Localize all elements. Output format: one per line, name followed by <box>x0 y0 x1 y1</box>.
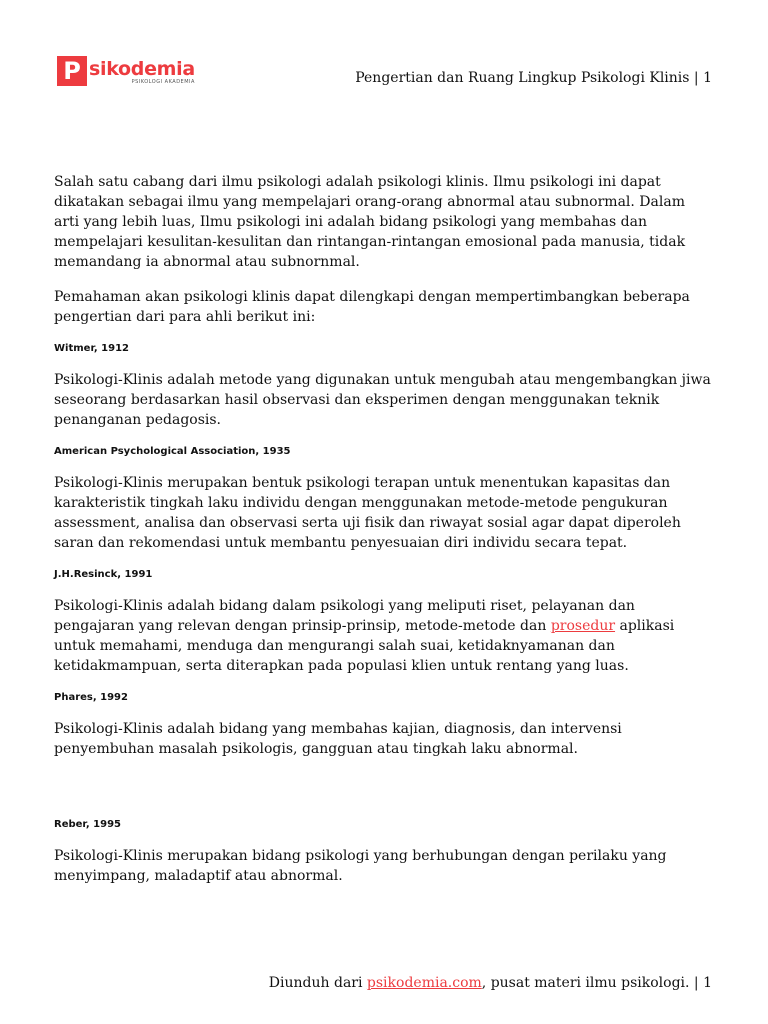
logo-tagline: PSIKOLOGI AKADEMIA <box>131 79 195 85</box>
prosedur-link[interactable]: prosedur <box>550 618 616 634</box>
source-heading-phares: Phares, 1992 <box>54 692 128 703</box>
source-heading-apa: American Psychological Association, 1935 <box>54 446 291 457</box>
footer-site-link[interactable]: psikodemia.com <box>366 975 482 991</box>
intro-paragraph-2: Pemahaman akan psikologi klinis dapat dilengkapi dengan mempertimbangkan beberapa pengertian dari para ahli berikut ini: <box>54 289 690 325</box>
footer-prefix: Diunduh dari <box>268 975 367 991</box>
source-heading-witmer: Witmer, 1912 <box>54 343 130 354</box>
document-body <box>54 172 714 901</box>
logo-text <box>89 56 195 85</box>
psikodemia-logo[interactable] <box>57 56 195 86</box>
source-heading-resinck: J.H.Resinck, 1991 <box>54 569 153 580</box>
definition-resinck-text-after: aplikasi untuk memahami, menduga dan mengurangi salah suai, ketidaknyamanan dan ketidakmampuan, serta diterapkan pada populasi klien untuk rentang yang luas. <box>54 618 675 674</box>
page-header-title: Pengertian dan Ruang Lingkup Psikologi Klinis | 1 <box>355 70 712 86</box>
page-header <box>0 0 768 110</box>
definition-reber: Psikologi-Klinis merupakan bidang psikologi yang berhubungan dengan perilaku yang menyimpang, maladaptif atau abnormal. <box>54 848 667 884</box>
intro-paragraph-1: Salah satu cabang dari ilmu psikologi adalah psikologi klinis. Ilmu psikologi ini dapat dikatakan sebagai ilmu yang mempelajari orang-orang abnormal atau subnormal. Dalam arti yang lebih luas, Ilmu psikologi ini adalah bidang psikologi yang membahas dan mempelajari kesulitan-kesulitan dan rintangan-rintangan emosional pada manusia, tidak memandang ia abnormal atau subnornmal. <box>54 174 686 270</box>
source-heading-reber: Reber, 1995 <box>54 819 121 830</box>
definition-apa: Psikologi-Klinis merupakan bentuk psikologi terapan untuk menentukan kapasitas dan karakteristik tingkah laku individu dengan menggunakan metode-metode pengukuran assessment, analisa dan observasi serta uji fisik dan riwayat sosial agar dapat diperoleh saran dan rekomendasi untuk membantu penyesuaian diri individu secara tepat. <box>54 475 681 551</box>
page-footer <box>269 975 712 991</box>
logo-word: sikodemia <box>89 58 195 80</box>
logo-mark: P <box>57 56 87 86</box>
section-spacer <box>54 774 714 818</box>
definition-resinck <box>54 596 714 676</box>
definition-phares: Psikologi-Klinis adalah bidang yang membahas kajian, diagnosis, dan intervensi penyembuhan masalah psikologis, gangguan atau tingkah laku abnormal. <box>54 721 622 757</box>
definition-resinck-text-before: Psikologi-Klinis adalah bidang dalam psikologi yang meliputi riset, pelayanan dan pengajaran yang relevan dengan prinsip-prinsip, metode-metode dan <box>54 598 635 634</box>
footer-suffix: , pusat materi ilmu psikologi. | 1 <box>481 975 712 991</box>
definition-witmer: Psikologi-Klinis adalah metode yang digunakan untuk mengubah atau mengembangkan jiwa seseorang berdasarkan hasil observasi dan eksperimen dengan menggunakan teknik penanganan pedagosis. <box>54 372 711 428</box>
